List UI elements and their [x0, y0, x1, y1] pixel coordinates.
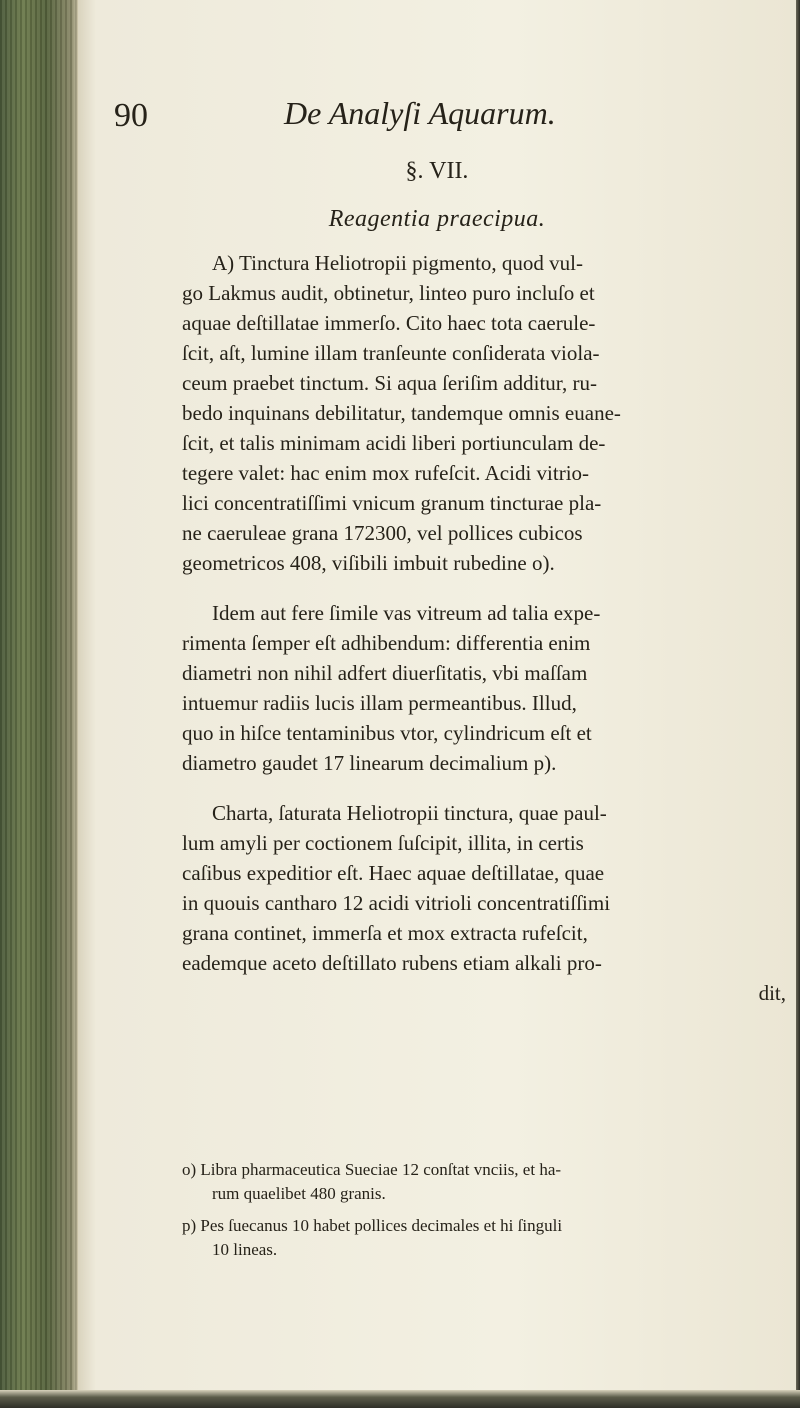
text-line: A) Tinctura Heliotropii pigmento, quod vul- — [212, 251, 583, 275]
page-number: 90 — [114, 97, 148, 134]
footnotes — [182, 1158, 800, 1270]
text-line: ſcit, et talis minimam acidi liberi portiunculam de- — [182, 431, 606, 455]
text-line: ſcit, aſt, lumine illam tranſeunte conſiderata viola- — [182, 341, 600, 365]
text-line: ne caeruleae grana 172300, vel pollices cubicos — [182, 521, 583, 545]
subheading: Reagentia praecipua. — [328, 206, 546, 232]
running-title: De Analyſi Aquarum. — [284, 95, 556, 131]
footnote-o — [182, 1158, 800, 1206]
text-line: aquae deſtillatae immerſo. Cito haec tota caerule- — [182, 311, 596, 335]
text-line: ceum praebet tinctum. Si aqua ſeriſim additur, ru- — [182, 371, 597, 395]
paragraph-3 — [182, 798, 800, 1008]
text-line: in quouis cantharo 12 acidi vitrioli concentratiſſimi — [182, 891, 611, 915]
body-text — [182, 248, 800, 1028]
paragraph-1 — [182, 248, 800, 578]
section-heading: §. VII. — [405, 158, 469, 184]
text-line: dit, — [758, 981, 786, 1005]
book-gutter — [0, 0, 78, 1408]
footnote-line: 10 lineas. — [212, 1240, 278, 1259]
paragraph-2 — [182, 598, 800, 778]
text-line: Charta, ſaturata Heliotropii tinctura, quae paul- — [212, 801, 607, 825]
text-line: lum amyli per coctionem ſuſcipit, illita, in certis — [182, 831, 584, 855]
footnote-line: rum quaelibet 480 granis. — [212, 1184, 386, 1203]
footnote-p — [182, 1214, 800, 1262]
text-line: eademque aceto deſtillato rubens etiam alkali pro- — [182, 951, 602, 975]
text-line: caſibus expeditior eſt. Haec aquae deſtillatae, quae — [182, 861, 605, 885]
text-line: lici concentratiſſimi vnicum granum tincturae pla- — [182, 491, 602, 515]
text-line: diametri non nihil adfert diuerſitatis, vbi maſſam — [182, 661, 588, 685]
text-line: go Lakmus audit, obtinetur, linteo puro incluſo et — [182, 281, 595, 305]
text-line: Idem aut fere ſimile vas vitreum ad talia expe- — [212, 601, 601, 625]
book-page — [78, 0, 796, 1390]
footnote-line: o) Libra pharmaceutica Sueciae 12 conſtat vnciis, et ha- — [182, 1160, 562, 1179]
text-line: grana continet, immerſa et mox extracta rufeſcit, — [182, 921, 588, 945]
text-line: rimenta ſemper eſt adhibendum: differentia enim — [182, 631, 591, 655]
text-line: bedo inquinans debilitatur, tandemque omnis euane- — [182, 401, 621, 425]
text-line: geometricos 408, viſibili imbuit rubedine o). — [182, 551, 555, 575]
footnote-line: p) Pes ſuecanus 10 habet pollices decimales et hi ſinguli — [182, 1216, 563, 1235]
text-line: intuemur radiis lucis illam permeantibus. Illud, — [182, 691, 577, 715]
text-line: diametro gaudet 17 linearum decimalium p). — [182, 751, 557, 775]
text-line: tegere valet: hac enim mox rufeſcit. Acidi vitrio- — [182, 461, 590, 485]
text-line: quo in hiſce tentaminibus vtor, cylindricum eſt et — [182, 721, 592, 745]
page-header — [114, 95, 764, 145]
page-edge-bottom — [0, 1390, 800, 1408]
